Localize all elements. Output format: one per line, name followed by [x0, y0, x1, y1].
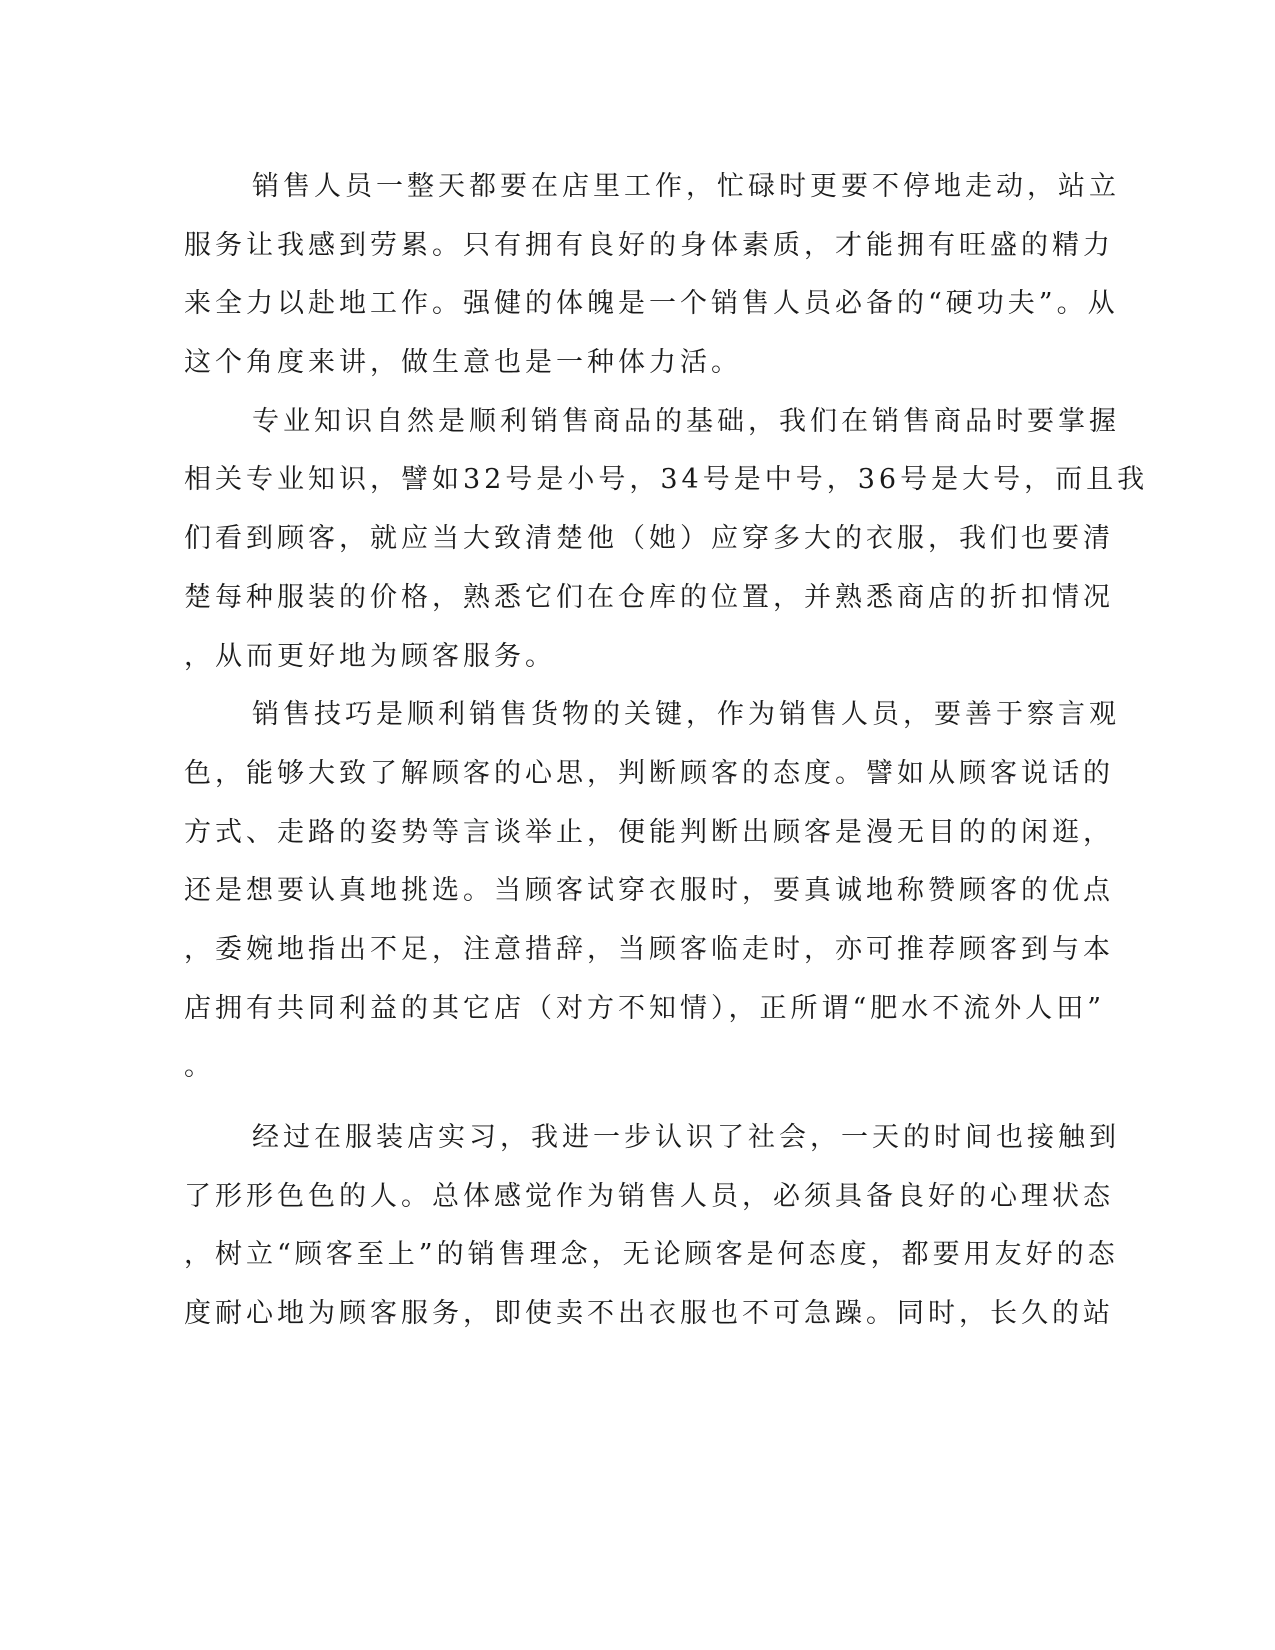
paragraph-spacer	[184, 1097, 1044, 1109]
paragraph-internship-summary	[184, 1109, 1120, 1344]
text-line: ，树立“顾客至上”的销售理念，无论顾客是何态度，都要用友好的态	[184, 1239, 1119, 1271]
text-line: 色，能够大致了解顾客的心思，判断顾客的态度。譬如从顾客说话的	[184, 757, 1114, 789]
document-body	[184, 158, 1149, 1344]
text-line: 店拥有共同利益的其它店（对方不知情），正所谓“肥水不流外人田”	[184, 992, 1106, 1024]
text-line: 。	[184, 1051, 215, 1083]
text-line: 专业知识自然是顺利销售商品的基础，我们在销售商品时要掌握	[252, 405, 1120, 437]
text-line: 度耐心地为顾客服务，即使卖不出衣服也不可急躁。同时，长久的站	[184, 1298, 1114, 1330]
paragraph-sales-skills	[184, 686, 1120, 1097]
text-line: 方式、走路的姿势等言谈举止，便能判断出顾客是漫无目的的闲逛，	[184, 816, 1114, 848]
paragraph-physical-stamina	[184, 158, 1120, 393]
text-line: 这个角度来讲，做生意也是一种体力活。	[184, 347, 742, 379]
text-line: 还是想要认真地挑选。当顾客试穿衣服时，要真诚地称赞顾客的优点	[184, 875, 1114, 907]
text-line: 相关专业知识，譬如32号是小号，34号是中号，36号是大号，而且我	[184, 464, 1149, 496]
text-line: 销售人员一整天都要在店里工作，忙碌时更要不停地走动，站立	[252, 171, 1120, 202]
text-line: ，从而更好地为顾客服务。	[184, 640, 556, 672]
text-line: 来全力以赴地工作。强健的体魄是一个销售人员必备的“硬功夫”。从	[184, 288, 1119, 320]
text-line: 楚每种服装的价格，熟悉它们在仓库的位置，并熟悉商店的折扣情况	[184, 581, 1114, 613]
paragraph-product-knowledge	[184, 393, 1149, 686]
text-line: 销售技巧是顺利销售货物的关键，作为销售人员，要善于察言观	[252, 699, 1120, 731]
text-line: 们看到顾客，就应当大致清楚他（她）应穿多大的衣服，我们也要清	[184, 523, 1114, 555]
text-line: ，委婉地指出不足，注意措辞，当顾客临走时，亦可推荐顾客到与本	[184, 933, 1114, 965]
text-line: 经过在服装店实习，我进一步认识了社会，一天的时间也接触到	[252, 1122, 1120, 1153]
text-line: 了形形色色的人。总体感觉作为销售人员，必须具备良好的心理状态	[184, 1180, 1114, 1212]
text-line: 服务让我感到劳累。只有拥有良好的身体素质，才能拥有旺盛的精力	[184, 229, 1114, 261]
